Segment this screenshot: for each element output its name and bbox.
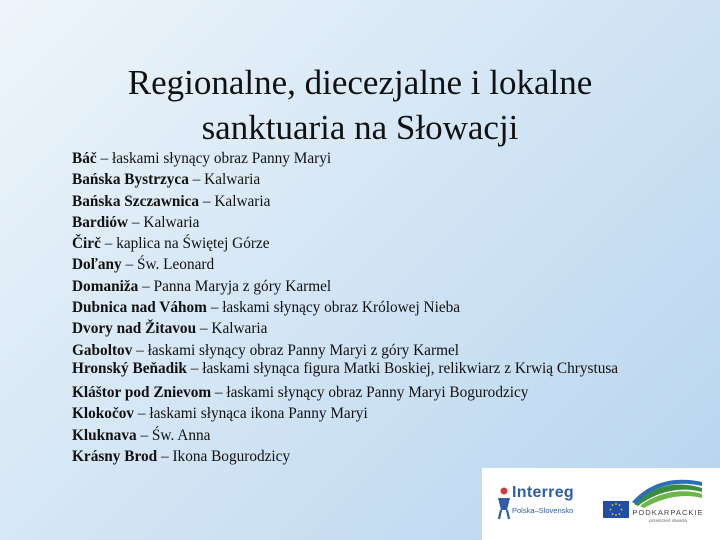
sanctuary-description: – Św. Leonard [121,256,215,274]
title-line-1: Regionalne, diecezjalne i lokalne [127,63,593,102]
list-item [72,254,672,275]
sanctuary-description: – łaskami słynąca figura Matki Boskiej, relikwiarz z Krwią Chrystusa [186,359,619,377]
sanctuary-name: Bańska Bystrzyca [72,171,189,189]
sanctuary-description: – Ikona Bogurodzicy [157,447,291,465]
sanctuary-name: Čirč [72,235,101,253]
interreg-wordmark: Interreg [512,484,574,501]
list-item [72,425,672,446]
list-item [72,340,672,361]
sanctuary-description: – Kalwaria [196,320,268,338]
list-item [72,169,672,190]
list-item [72,191,672,212]
sanctuary-name: Krásny Brod [72,447,158,465]
sanctuary-description: – łaskami słynąca ikona Panny Maryi [134,405,368,423]
flag-figure-icon [494,486,514,520]
sanctuary-list [72,148,672,467]
sanctuary-description: – łaskami słynący obraz Panny Maryi Bogurodzicy [211,383,529,401]
sanctuary-name: Bardiów [72,213,129,231]
mountains-icon [622,476,714,508]
list-item [72,276,672,297]
sanctuary-description: – Kalwaria [128,213,200,231]
sanctuary-name: Dvory nad Žitavou [72,320,197,338]
list-item [72,297,672,318]
sanctuary-description: – Św. Anna [136,426,211,444]
slide-title [60,60,660,150]
sanctuary-description: – łaskami słynący obraz Panny Maryi z góry Karmel [132,341,460,359]
sanctuary-name: Kláštor pod Znievom [72,383,212,401]
sanctuary-name: Doľany [72,256,122,274]
interreg-subtitle: Polska–Slovensko [512,506,574,515]
title-line-2: sanktuaria na Słowacji [201,108,519,147]
list-item [72,148,672,169]
sanctuary-name: Domaniža [72,277,139,295]
list-item [72,382,672,403]
list-item [72,212,672,233]
sanctuary-name: Kluknava [72,426,137,444]
list-item [72,318,672,339]
sanctuary-description: – łaskami słynący obraz Królowej Nieba [206,299,461,317]
sanctuary-name: Klokočov [72,405,135,423]
sanctuary-name: Hronský Beňadik [72,359,187,377]
sanctuary-description: – Kalwaria [199,192,271,210]
sanctuary-description: – Panna Maryja z góry Karmel [138,277,332,295]
list-item [72,233,672,254]
footer-logos [482,468,720,540]
podkarpackie-logo [622,476,714,534]
sanctuary-name: Gaboltov [72,341,133,359]
sanctuary-description: – kaplica na Świętej Górze [100,235,270,253]
list-item [72,361,672,376]
sanctuary-name: Dubnica nad Váhom [72,299,207,317]
sanctuary-name: Bańska Szczawnica [72,192,200,210]
list-item [72,403,672,424]
sanctuary-description: – Kalwaria [188,171,261,189]
sanctuary-name: Báč [72,150,97,167]
podkarpackie-subtitle: przestrzeń otwarta [649,518,687,523]
list-item [72,446,672,467]
podkarpackie-wordmark: PODKARPACKIE [632,508,704,517]
interreg-logo [512,484,612,524]
sanctuary-description: – łaskami słynący obraz Panny Maryi [96,150,332,167]
